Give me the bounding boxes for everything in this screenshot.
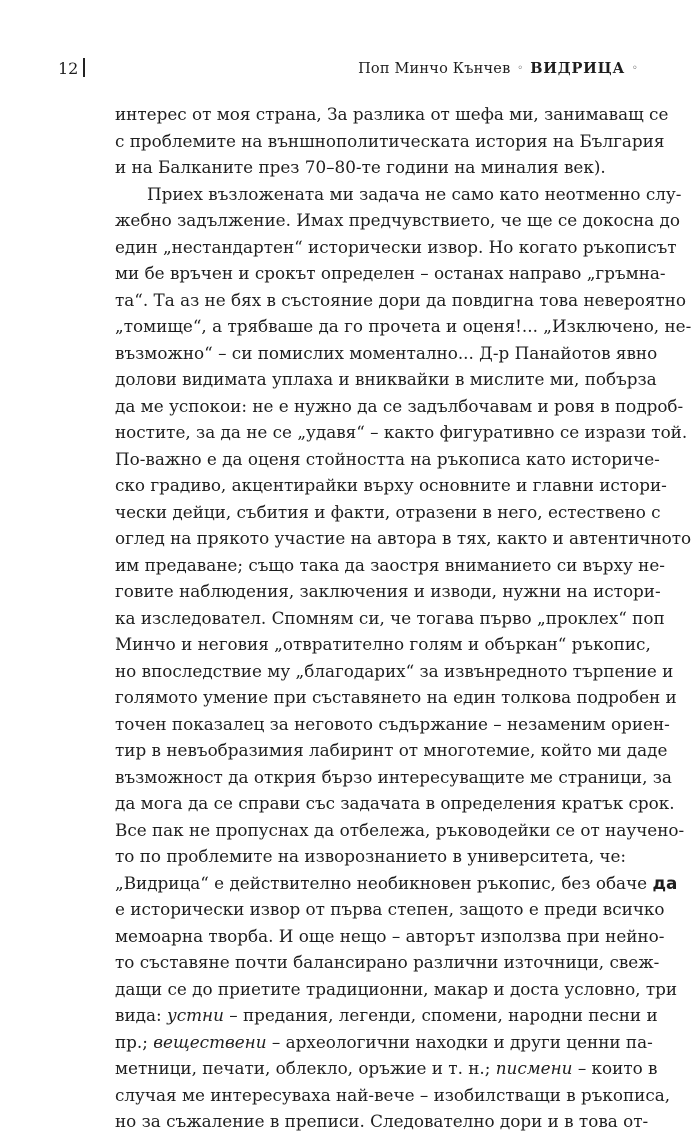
text-line: то съставяне почти балансирано различни източници, свеж-	[115, 952, 660, 972]
text-line: мемоарна творба. И още нещо – авторът използва при нейно-	[115, 925, 665, 946]
italic-term: устни	[166, 1005, 224, 1025]
text-line: с проблемите на външнополитическата история на България	[115, 130, 665, 151]
italic-term: веществени	[153, 1031, 267, 1052]
text-line: възможно“ – си помислих моментално... Д-р Панайотов явно	[115, 342, 658, 363]
text-line: то по проблемите на изворознанието в университета, че:	[115, 846, 627, 866]
text-line: случая ме интересуваха най-вече – изобилстващи в ръкописа,	[115, 1084, 671, 1105]
bold-word: да	[652, 872, 678, 893]
text-segment: вида:	[115, 1005, 167, 1025]
text-line: долови видимата уплаха и вниквайки в мислите ми, побърза	[115, 369, 657, 389]
text-line: Минчо и неговия „отвратително голям и объркан“ ръкопис,	[115, 634, 651, 654]
text-line: ми бе връчен и срокът определен – останах направо „гръмна-	[115, 263, 666, 283]
text-line: жебно задължение. Имах предчувствието, че ще се докосна до	[115, 210, 680, 230]
text-line: чески дейци, събития и факти, отразени в него, естествено с	[115, 501, 661, 522]
text-line: ско градиво, акцентирайки върху основните и главни истори-	[115, 475, 667, 495]
text-line	[115, 1029, 653, 1056]
text-segment: „Видрица“ е действително необикновен ръкопис, без обаче	[115, 872, 653, 893]
text-line: Все пак не пропуснах да отбележа, ръководейки се от научено-	[115, 819, 685, 840]
running-head-separator: ◦	[517, 63, 524, 74]
running-head	[358, 56, 640, 82]
text-line: един „нестандартен“ исторически извор. Но когато ръкописът	[115, 236, 677, 257]
text-segment: – предания, легенди, спомени, народни песни и	[223, 1005, 658, 1025]
text-line: но впоследствие му „благодарих“ за извънредното търпение и	[115, 660, 674, 681]
text-line: точен показалец за неговото съдържание – незаменим ориен-	[115, 713, 670, 734]
text-line: и на Балканите през 70–80-те години на миналия век).	[115, 157, 606, 177]
text-segment: метници, печати, облекло, оръжие и т. н.;	[115, 1058, 496, 1078]
italic-term: писмени	[495, 1058, 573, 1078]
text-segment: – археологични находки и други ценни па-	[266, 1031, 653, 1052]
text-segment: пр.;	[115, 1031, 154, 1052]
text-line: та“. Та аз не бях в състояние дори да повдигна това невероятно	[115, 289, 686, 310]
text-line	[115, 1002, 658, 1029]
text-line: „томище“, а трябваше да го прочета и оценя!... „Изключено, не-	[115, 316, 692, 336]
page-header	[58, 56, 640, 82]
text-line: е исторически извор от първа степен, защото е преди всичко	[115, 899, 665, 919]
running-head-author: Поп Минчо Кънчев	[358, 61, 511, 77]
page-number-text: 12	[58, 59, 79, 78]
text-line	[115, 870, 678, 897]
text-line: да мога да се справи със задачата в определения кратък срок.	[115, 793, 675, 813]
text-line: говите наблюдения, заключения и изводи, нужни на истори-	[115, 581, 661, 601]
running-head-separator-end: ◦	[631, 63, 638, 74]
text-line: но за съжаление в преписи. Следователно дори и в това от-	[115, 1111, 649, 1131]
text-line: дащи се до приетите традиционни, макар и доста условно, три	[115, 978, 678, 999]
page-number-divider	[83, 58, 85, 77]
text-line: възможност да открия бързо интересуващите ме страници, за	[115, 766, 672, 787]
text-line: интерес от моя страна, За разлика от шефа ми, занимаващ се	[115, 104, 669, 124]
text-line: да ме успокои: не е нужно да се задълбочавам и ровя в подроб-	[115, 395, 684, 416]
text-line: ка изследовател. Спомням си, че тогава първо „проклех“ поп	[115, 607, 665, 628]
text-line	[115, 1055, 658, 1082]
paragraph-first-line: Приех възложената ми задача не само като неотменно слу-	[147, 183, 682, 204]
text-line: оглед на прякото участие на автора в тях, както и автентичното	[115, 528, 692, 548]
running-head-title: ВИДРИЦА	[530, 60, 626, 77]
text-line: тир в невъобразимия лабиринт от многотемие, който ми даде	[115, 740, 668, 760]
page-number	[58, 56, 85, 82]
text-line: голямото умение при съставянето на един толкова подробен и	[115, 687, 677, 707]
text-segment: – които в	[572, 1058, 658, 1078]
text-line: им предаване; също така да заостря вниманието си върху не-	[115, 554, 665, 575]
body-text	[115, 101, 692, 1135]
text-line: ностите, за да не се „удавя“ – както фигуративно се изрази той.	[115, 422, 688, 442]
text-line: По-важно е да оценя стойността на ръкописа като историче-	[115, 448, 660, 469]
